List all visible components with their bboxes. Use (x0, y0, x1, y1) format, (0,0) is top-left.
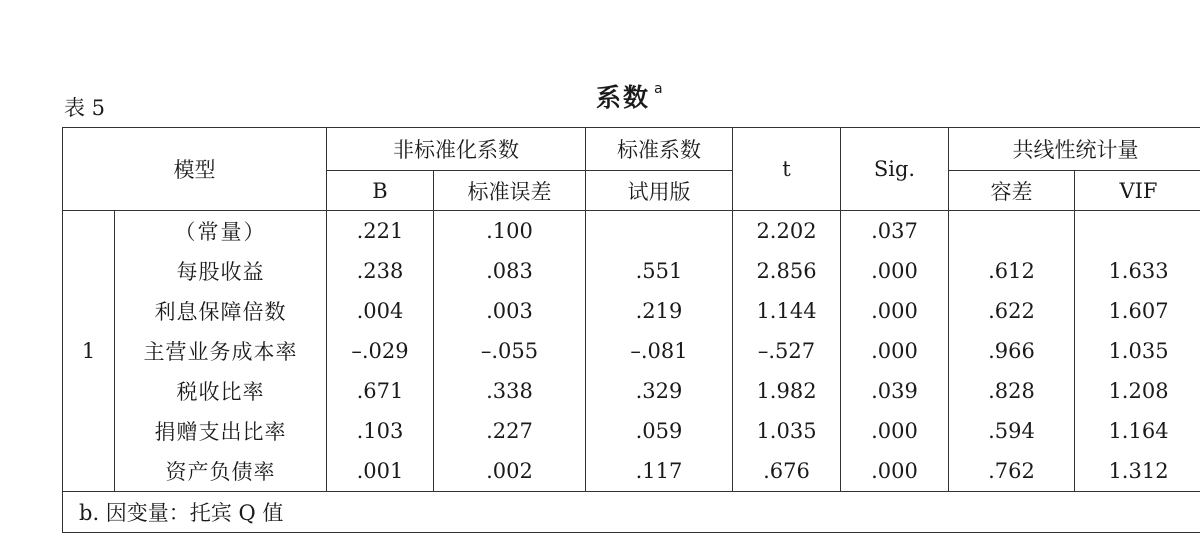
cell-variable: 税收比率 (115, 371, 327, 411)
cell-se: .002 (434, 451, 586, 492)
table-footnote: b. 因变量：托宾 Q 值 (63, 492, 1200, 533)
cell-se: .338 (434, 371, 586, 411)
cell-variable: 主营业务成本率 (115, 331, 327, 371)
header-t: t (733, 128, 841, 211)
cell-beta: .059 (586, 411, 733, 451)
cell-beta: –.081 (586, 331, 733, 371)
table-title-text: 系数 (596, 83, 651, 112)
cell-variable: 资产负债率 (115, 451, 327, 492)
cell-se: –.055 (434, 331, 586, 371)
header-trial-version: 试用版 (586, 171, 733, 211)
cell-sig: .000 (841, 291, 949, 331)
cell-se: .227 (434, 411, 586, 451)
cell-vif: 1.312 (1075, 451, 1200, 492)
table-row (63, 451, 1200, 492)
header-unstandardized: 非标准化系数 (327, 128, 586, 171)
cell-b: –.029 (327, 331, 434, 371)
cell-sig: .039 (841, 371, 949, 411)
header-collinearity: 共线性统计量 (949, 128, 1200, 171)
table-title (596, 78, 665, 114)
cell-b: .221 (327, 211, 434, 252)
cell-t: 1.144 (733, 291, 841, 331)
coefficients-table (62, 127, 1200, 533)
cell-variable: 利息保障倍数 (115, 291, 327, 331)
cell-b: .103 (327, 411, 434, 451)
cell-vif: 1.633 (1075, 251, 1200, 291)
cell-tolerance (949, 211, 1075, 252)
cell-t: 2.856 (733, 251, 841, 291)
cell-b: .004 (327, 291, 434, 331)
cell-b: .238 (327, 251, 434, 291)
header-b: B (327, 171, 434, 211)
cell-vif (1075, 211, 1200, 252)
model-number: 1 (63, 211, 115, 492)
table-row (63, 331, 1200, 371)
cell-t: 1.982 (733, 371, 841, 411)
cell-sig: .000 (841, 251, 949, 291)
cell-vif: 1.607 (1075, 291, 1200, 331)
cell-se: .003 (434, 291, 586, 331)
cell-variable: 捐赠支出比率 (115, 411, 327, 451)
cell-t: .676 (733, 451, 841, 492)
cell-tolerance: .612 (949, 251, 1075, 291)
cell-beta: .329 (586, 371, 733, 411)
cell-vif: 1.164 (1075, 411, 1200, 451)
cell-t: 1.035 (733, 411, 841, 451)
cell-sig: .037 (841, 211, 949, 252)
cell-sig: .000 (841, 331, 949, 371)
cell-vif: 1.208 (1075, 371, 1200, 411)
header-tolerance: 容差 (949, 171, 1075, 211)
table-row (63, 371, 1200, 411)
header-sig: Sig. (841, 128, 949, 211)
cell-variable: （常量） (115, 211, 327, 252)
cell-tolerance: .966 (949, 331, 1075, 371)
header-std-error: 标准误差 (434, 171, 586, 211)
cell-variable: 每股收益 (115, 251, 327, 291)
cell-se: .100 (434, 211, 586, 252)
cell-tolerance: .622 (949, 291, 1075, 331)
cell-vif: 1.035 (1075, 331, 1200, 371)
cell-sig: .000 (841, 451, 949, 492)
cell-tolerance: .762 (949, 451, 1075, 492)
cell-t: –.527 (733, 331, 841, 371)
cell-b: .671 (327, 371, 434, 411)
table-row (63, 411, 1200, 451)
table-row (63, 291, 1200, 331)
header-model: 模型 (63, 128, 327, 211)
cell-se: .083 (434, 251, 586, 291)
cell-sig: .000 (841, 411, 949, 451)
cell-beta: .219 (586, 291, 733, 331)
cell-tolerance: .594 (949, 411, 1075, 451)
table-title-superscript: a (654, 80, 665, 97)
header-standardized: 标准系数 (586, 128, 733, 171)
cell-b: .001 (327, 451, 434, 492)
header-vif: VIF (1075, 171, 1200, 211)
cell-beta (586, 211, 733, 252)
cell-beta: .117 (586, 451, 733, 492)
cell-tolerance: .828 (949, 371, 1075, 411)
cell-beta: .551 (586, 251, 733, 291)
table-row (63, 251, 1200, 291)
cell-t: 2.202 (733, 211, 841, 252)
table-row (63, 211, 1200, 252)
table-label: 表 5 (64, 96, 106, 120)
